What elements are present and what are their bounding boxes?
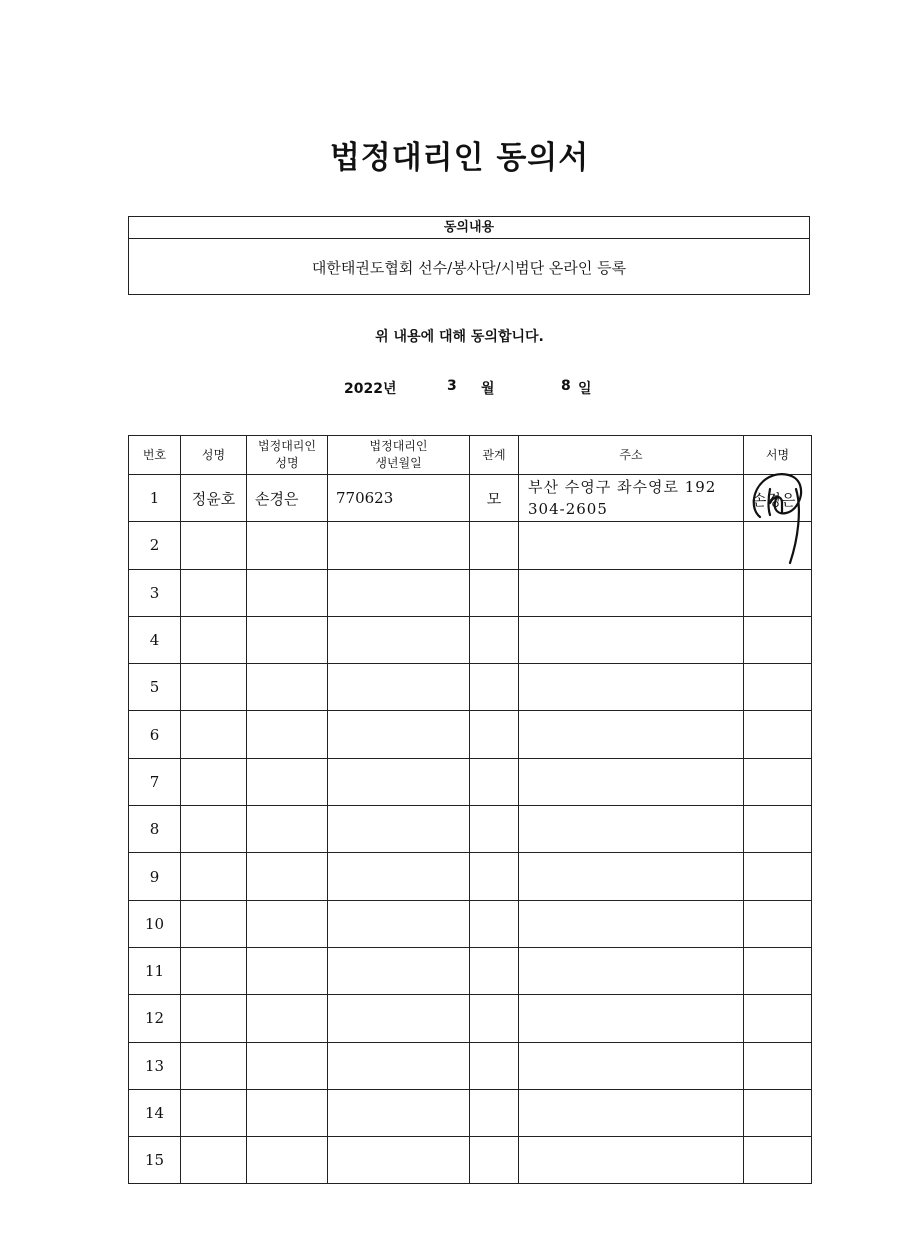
- cell-address: [519, 995, 744, 1042]
- cell-guardian-name: [247, 1042, 328, 1089]
- cell-guardian-birth: [328, 664, 470, 711]
- cell-guardian-birth: [328, 522, 470, 569]
- cell-guardian-birth: [328, 1137, 470, 1184]
- cell-address: [519, 475, 744, 522]
- cell-name: [181, 522, 247, 569]
- cell-address: [519, 1089, 744, 1136]
- cell-guardian-birth: [328, 947, 470, 994]
- table-row: [129, 664, 812, 711]
- cell-no: 4: [129, 616, 181, 663]
- cell-signature: [744, 853, 812, 900]
- cell-name: [181, 947, 247, 994]
- header-signature: 서명: [744, 436, 812, 475]
- cell-relation: [470, 1089, 519, 1136]
- cell-relation: [470, 711, 519, 758]
- cell-address: [519, 758, 744, 805]
- table-row: [129, 475, 812, 522]
- cell-name: [181, 569, 247, 616]
- cell-no: 7: [129, 758, 181, 805]
- cell-guardian-birth: 770623: [328, 475, 470, 522]
- date-month: 3: [447, 378, 457, 394]
- cell-signature: [744, 711, 812, 758]
- cell-no: 12: [129, 995, 181, 1042]
- consent-content-header: 동의내용: [129, 217, 809, 239]
- cell-guardian-birth: [328, 616, 470, 663]
- consent-content-body: 대한태권도협회 선수/봉사단/시범단 온라인 등록: [311, 259, 627, 277]
- cell-no: 14: [129, 1089, 181, 1136]
- cell-name: [181, 711, 247, 758]
- date-month-label: 월: [481, 381, 495, 397]
- header-guardian-birth-line1: 법정대리인: [369, 439, 428, 453]
- cell-guardian-name: [247, 995, 328, 1042]
- cell-guardian-birth: [328, 758, 470, 805]
- header-guardian-birth-line2: 생년월일: [375, 456, 422, 470]
- table-row: [129, 1089, 812, 1136]
- cell-guardian-birth: [328, 569, 470, 616]
- cell-no: 6: [129, 711, 181, 758]
- cell-guardian-name: [247, 947, 328, 994]
- cell-relation: [470, 947, 519, 994]
- header-name: 성명: [181, 436, 247, 475]
- cell-guardian-name: [247, 1089, 328, 1136]
- cell-name: [181, 664, 247, 711]
- cell-signature: [744, 569, 812, 616]
- table-row: [129, 853, 812, 900]
- cell-relation: 모: [470, 475, 519, 522]
- cell-relation: [470, 1042, 519, 1089]
- cell-signature: [744, 758, 812, 805]
- cell-signature: [744, 1089, 812, 1136]
- table-row: [129, 616, 812, 663]
- cell-guardian-name: [247, 664, 328, 711]
- cell-address: [519, 1137, 744, 1184]
- header-guardian-name: [247, 436, 328, 475]
- cell-address: [519, 569, 744, 616]
- cell-name: [181, 1137, 247, 1184]
- document-title: 법정대리인 동의서: [329, 140, 590, 176]
- cell-no: 3: [129, 569, 181, 616]
- cell-name: [181, 900, 247, 947]
- cell-signature: [744, 1042, 812, 1089]
- agreement-statement: 위 내용에 대해 동의합니다.: [375, 329, 544, 345]
- cell-guardian-name: [247, 900, 328, 947]
- table-row: [129, 806, 812, 853]
- cell-no: 13: [129, 1042, 181, 1089]
- cell-name: [181, 995, 247, 1042]
- cell-signature: [744, 995, 812, 1042]
- cell-relation: [470, 758, 519, 805]
- cell-relation: [470, 522, 519, 569]
- cell-signature: [744, 1137, 812, 1184]
- cell-no: 15: [129, 1137, 181, 1184]
- cell-address: [519, 664, 744, 711]
- table-row: [129, 758, 812, 805]
- cell-address: [519, 616, 744, 663]
- cell-no: 8: [129, 806, 181, 853]
- table-row: [129, 947, 812, 994]
- header-relation: 관계: [470, 436, 519, 475]
- cell-guardian-name: [247, 806, 328, 853]
- cell-no: 11: [129, 947, 181, 994]
- date-year: 2022년: [344, 381, 397, 397]
- header-address: 주소: [519, 436, 744, 475]
- cell-signature: [744, 475, 812, 522]
- cell-name: 정윤호: [181, 475, 247, 522]
- table-row: [129, 995, 812, 1042]
- cell-no: 10: [129, 900, 181, 947]
- cell-name: [181, 1089, 247, 1136]
- cell-name: [181, 1042, 247, 1089]
- table-row: [129, 711, 812, 758]
- cell-no: 9: [129, 853, 181, 900]
- header-guardian-name-line1: 법정대리인: [258, 439, 316, 453]
- cell-signature: [744, 616, 812, 663]
- date-day: 8: [561, 378, 571, 394]
- cell-address: [519, 806, 744, 853]
- cell-guardian-birth: [328, 806, 470, 853]
- cell-no: 5: [129, 664, 181, 711]
- cell-address: [519, 853, 744, 900]
- cell-relation: [470, 853, 519, 900]
- date-day-label: 일: [578, 381, 592, 397]
- cell-guardian-birth: [328, 995, 470, 1042]
- cell-guardian-birth: [328, 711, 470, 758]
- header-no: 번호: [129, 436, 181, 475]
- consent-content-box: [128, 216, 810, 295]
- cell-relation: [470, 616, 519, 663]
- cell-guardian-name: [247, 616, 328, 663]
- cell-signature: [744, 806, 812, 853]
- cell-signature: [744, 900, 812, 947]
- cell-relation: [470, 664, 519, 711]
- cell-address: [519, 711, 744, 758]
- cell-guardian-name: [247, 758, 328, 805]
- cell-name: [181, 616, 247, 663]
- cell-guardian-birth: [328, 853, 470, 900]
- cell-no: 2: [129, 522, 181, 569]
- cell-address: [519, 1042, 744, 1089]
- cell-relation: [470, 900, 519, 947]
- cell-guardian-birth: [328, 1089, 470, 1136]
- cell-guardian-name: [247, 522, 328, 569]
- table-header-row: [129, 436, 812, 475]
- table-row: [129, 1042, 812, 1089]
- cell-name: [181, 758, 247, 805]
- table-row: [129, 1137, 812, 1184]
- cell-guardian-name: [247, 853, 328, 900]
- cell-address: [519, 522, 744, 569]
- table-row: [129, 900, 812, 947]
- cell-guardian-birth: [328, 1042, 470, 1089]
- cell-guardian-name: [247, 711, 328, 758]
- cell-guardian-name: [247, 569, 328, 616]
- cell-signature: [744, 522, 812, 569]
- cell-no: 1: [129, 475, 181, 522]
- header-guardian-name-line2: 성명: [275, 456, 299, 470]
- table-body: [129, 475, 812, 1184]
- header-guardian-birth: [328, 436, 470, 475]
- cell-relation: [470, 569, 519, 616]
- cell-address-line2: 304-2605: [528, 500, 608, 519]
- cell-address-line1: 부산 수영구 좌수영로 192: [528, 478, 717, 497]
- cell-signature: [744, 664, 812, 711]
- cell-name: [181, 806, 247, 853]
- cell-relation: [470, 995, 519, 1042]
- table-row: [129, 522, 812, 569]
- cell-relation: [470, 806, 519, 853]
- cell-guardian-birth: [328, 900, 470, 947]
- cell-signature: [744, 947, 812, 994]
- cell-address: [519, 947, 744, 994]
- cell-guardian-name: 손경은: [247, 475, 328, 522]
- table-row: [129, 569, 812, 616]
- signature-text: 손경은: [752, 491, 796, 509]
- cell-address: [519, 900, 744, 947]
- cell-name: [181, 853, 247, 900]
- guardian-roster-table: [128, 435, 812, 1184]
- cell-relation: [470, 1137, 519, 1184]
- cell-guardian-name: [247, 1137, 328, 1184]
